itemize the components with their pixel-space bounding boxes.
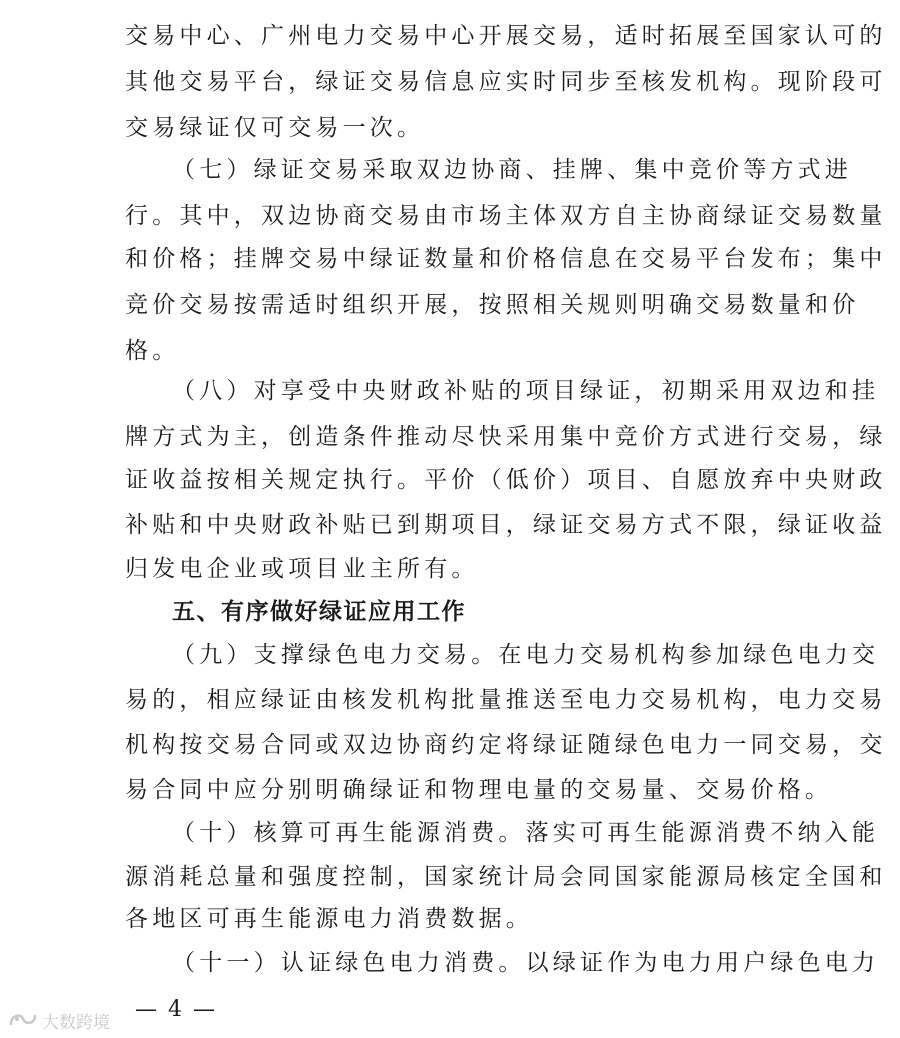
watermark-logo-icon <box>8 1010 38 1030</box>
text-line: 交易绿证仅可交易一次。 <box>125 115 425 141</box>
text-line: 竞价交易按需适时组织开展，按照相关规则明确交易数量和价 <box>125 292 860 318</box>
paragraph-11-line: （十一）认证绿色电力消费。以绿证作为电力用户绿色电力 <box>172 950 880 976</box>
paragraph-7-line: （七）绿证交易采取双边协商、挂牌、集中竞价等方式进 <box>172 157 852 183</box>
text-line: 归发电企业或项目业主所有。 <box>125 556 479 582</box>
text-line: 格。 <box>125 338 180 364</box>
text-line: 补贴和中央财政补贴已到期项目，绿证交易方式不限，绿证收益 <box>125 512 887 538</box>
text-line: 易的，相应绿证由核发机构批量推送至电力交易机构，电力交易 <box>125 687 887 713</box>
text-line: 机构按交易合同或双边协商约定将绿证随绿色电力一同交易，交 <box>125 732 887 758</box>
text-line: 证收益按相关规定执行。平价（低价）项目、自愿放弃中央财政 <box>125 467 887 493</box>
watermark-text: 大数跨境 <box>42 1012 110 1033</box>
text-line: 牌方式为主，创造条件推动尽快采用集中竞价方式进行交易，绿 <box>125 424 887 450</box>
paragraph-9-line: （九）支撑绿色电力交易。在电力交易机构参加绿色电力交 <box>172 642 880 668</box>
text-line: 源消耗总量和强度控制，国家统计局会同国家能源局核定全国和 <box>125 864 887 890</box>
page-number: — 4 — <box>135 997 217 1022</box>
text-line: 和价格；挂牌交易中绿证数量和价格信息在交易平台发布；集中 <box>125 246 887 272</box>
watermark <box>8 1008 110 1032</box>
paragraph-10-line: （十）核算可再生能源消费。落实可再生能源消费不纳入能 <box>172 820 880 846</box>
paragraph-8-line: （八）对享受中央财政补贴的项目绿证，初期采用双边和挂 <box>172 378 880 404</box>
text-line: 其他交易平台，绿证交易信息应实时同步至核发机构。现阶段可 <box>125 69 887 95</box>
section-heading: 五、有序做好绿证应用工作 <box>172 599 466 625</box>
text-line: 行。其中，双边协商交易由市场主体双方自主协商绿证交易数量 <box>125 203 887 229</box>
text-line: 易合同中应分别明确绿证和物理电量的交易量、交易价格。 <box>125 777 833 803</box>
text-line: 交易中心、广州电力交易中心开展交易，适时拓展至国家认可的 <box>125 23 887 49</box>
text-line: 各地区可再生能源电力消费数据。 <box>125 906 533 932</box>
